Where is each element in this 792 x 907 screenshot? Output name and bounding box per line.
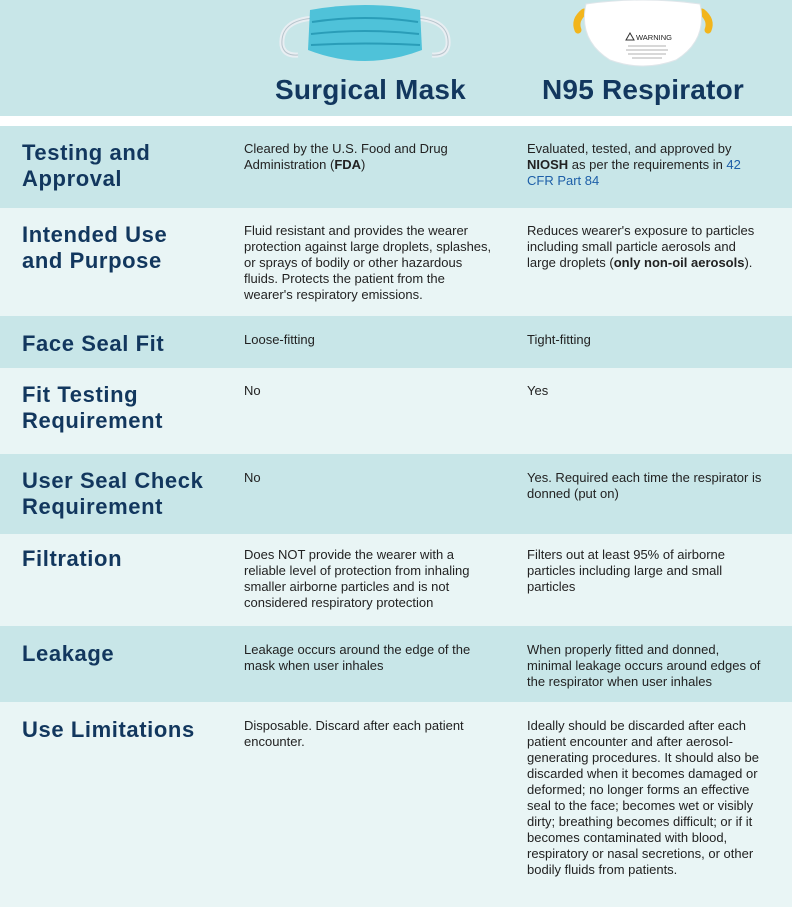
surgical-mask-icon — [270, 0, 460, 70]
surgical-mask-cell: Fluid resistant and provides the wearer protection against large droplets, splashes, or sprays of bodily or other hazardous fluids. Protects the patient from the wearer's respiratory emissions. — [244, 223, 492, 302]
surgical-mask-cell: Leakage occurs around the edge of the mask when user inhales — [244, 642, 471, 673]
surgical-mask-column-title: Surgical Mask — [275, 74, 466, 105]
table-row-leakage — [0, 626, 792, 702]
table-row-fit-testing — [0, 368, 792, 454]
table-row-intended-use — [0, 208, 792, 316]
n95-cell: Ideally should be discarded after each patient encounter and after aerosol-generating procedures. It should also be discarded when it becomes damaged or deformed; no longer forms an effective seal to the face; becomes wet or visibly dirty; breathing becomes difficult; or if it becomes contaminated with blood, respiratory or nasal secretions, or other bodily fluids from patients. — [527, 718, 759, 877]
surgical-mask-cell: No — [244, 470, 261, 485]
cfr-link[interactable]: 42 CFR Part 84 — [527, 157, 741, 188]
row-label: Filtration — [22, 546, 123, 571]
table-row-user-seal-check — [0, 454, 792, 534]
row-label: Intended Use and Purpose — [22, 222, 168, 273]
row-label: Face Seal Fit — [22, 331, 165, 356]
table-row-use-limitations — [0, 702, 792, 907]
n95-respirator-column-title: N95 Respirator — [542, 74, 744, 105]
surgical-mask-cell: Cleared by the U.S. Food and Drug Administration (FDA) — [244, 141, 448, 172]
header-band — [0, 0, 792, 116]
surgical-mask-cell: Disposable. Discard after each patient encounter. — [244, 718, 464, 749]
surgical-mask-cell: Loose-fitting — [244, 332, 315, 347]
surgical-mask-cell: No — [244, 383, 261, 398]
n95-respirator-icon — [568, 0, 718, 70]
row-label: User Seal Check Requirement — [22, 468, 204, 519]
n95-cell: Yes — [527, 383, 549, 398]
row-label: Leakage — [22, 641, 115, 666]
warning-label: WARNING — [636, 33, 672, 42]
surgical-mask-cell: Does NOT provide the wearer with a reliable level of protection from inhaling smaller airborne particles and is not considered respiratory protection — [244, 547, 470, 610]
row-label: Use Limitations — [22, 717, 195, 742]
table-row-face-seal-fit — [0, 316, 792, 368]
n95-cell: When properly fitted and donned, minimal leakage occurs around edges of the respirator when user inhales — [527, 642, 761, 689]
table-row-testing-approval — [0, 126, 792, 208]
n95-cell: Evaluated, tested, and approved by NIOSH as per the requirements in 42 CFR Part 84 — [527, 141, 741, 188]
n95-cell: Yes. Required each time the respirator is donned (put on) — [527, 470, 762, 501]
row-label: Testing and Approval — [22, 140, 151, 191]
n95-cell: Tight-fitting — [527, 332, 591, 347]
row-label: Fit Testing Requirement — [22, 382, 164, 433]
table-row-filtration — [0, 534, 792, 626]
n95-cell: Filters out at least 95% of airborne particles including large and small particles — [527, 547, 725, 594]
n95-cell: Reduces wearer's exposure to particles including small particle aerosols and large droplets (only non-oil aerosols). — [527, 223, 755, 270]
